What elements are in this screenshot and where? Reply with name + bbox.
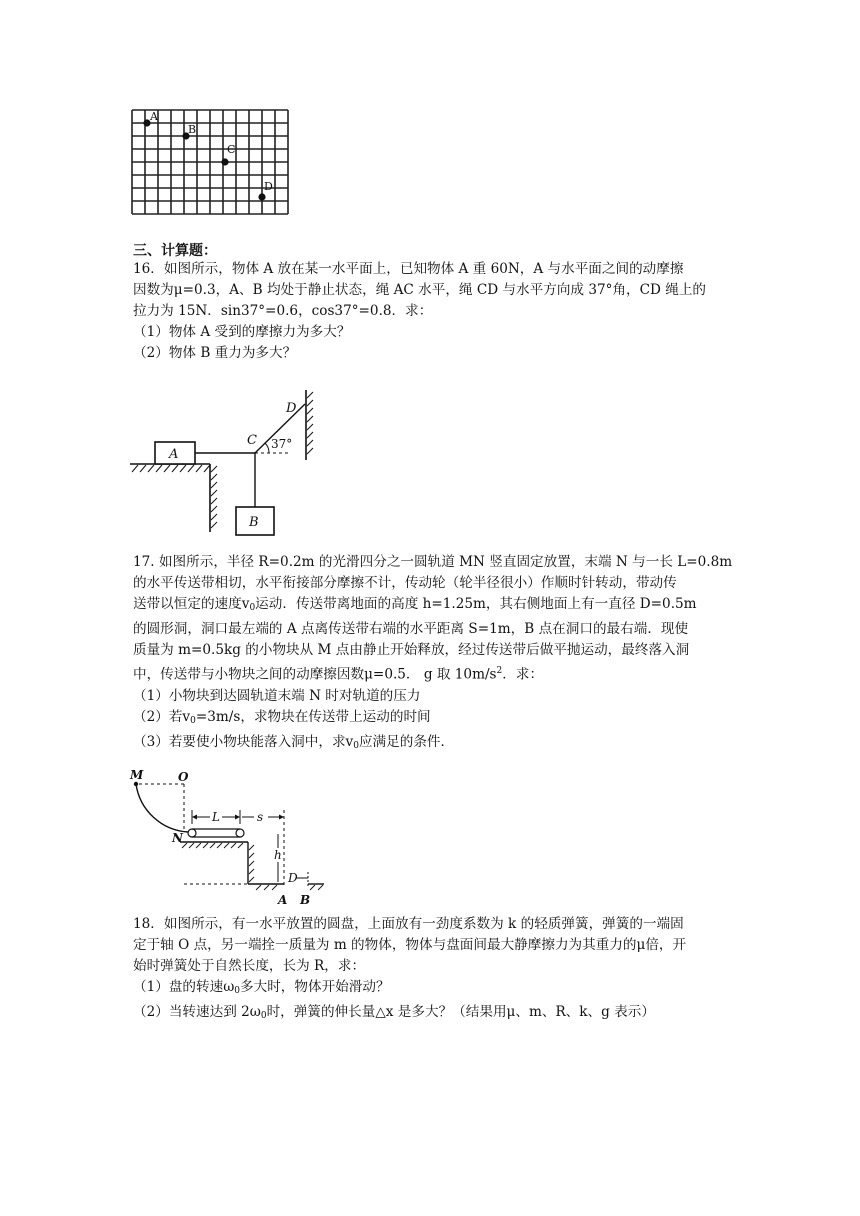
grid-label-b: B: [188, 123, 197, 136]
point-b-label: B: [300, 893, 311, 907]
block-b-label: B: [249, 515, 259, 530]
q17-part-3: （3）若要使小物块能落入洞中，求$v_0$应满足的条件．: [133, 733, 455, 751]
q18-part-1: （1）盘的转速$\omega_0$多大时，物体开始滑动？: [133, 979, 390, 996]
q16-line-2: 因数为μ=0.3，A、B 均处于静止状态，绳 AC 水平，绳 CD 与水平方向成 37°角，CD 绳上的: [133, 282, 707, 298]
point-n-label: N: [172, 831, 183, 845]
grid-figure: [128, 106, 298, 218]
right-pulley: [236, 829, 244, 837]
grid-label-d: D: [264, 180, 273, 193]
block-a-label: A: [169, 447, 179, 462]
section-title: 三、计算题：: [133, 243, 217, 259]
height-h-label: h: [274, 848, 282, 862]
point-d: [258, 193, 265, 200]
point-a-label: A: [278, 893, 288, 907]
grid-label-c: C: [227, 143, 236, 156]
q16-part-1: （1）物体 A 受到的摩擦力为多大？: [133, 324, 351, 340]
distance-s-label: s: [257, 810, 264, 824]
q16-text: [133, 259, 733, 364]
q16-line-3: 拉力为 15N．sin37°=0.6，cos37°=0.8．求：: [133, 303, 433, 319]
point-m-label: M: [130, 768, 144, 782]
q17-part-2: （2）若$v_0=3m/s$，求物块在传送带上运动的时间: [133, 708, 431, 726]
point-d-label: D: [286, 401, 297, 416]
diameter-d-label: D: [288, 871, 298, 885]
angle-label: 37°: [271, 437, 293, 451]
q18-line-1: 18．如图所示，有一水平放置的圆盘，上面放有一劲度系数为 k 的轻质弹簧，弹簧的一端固: [133, 916, 684, 932]
length-l-label: L: [212, 810, 220, 824]
point-c-label: C: [247, 433, 257, 448]
q17-text: [133, 552, 733, 757]
q18-part-2: （2）当转速达到 $2\omega_0$时，弹簧的伸长量△x 是多大？（结果用μ、m、R、k、g 表示）: [133, 1004, 655, 1021]
q17-line-4: 的圆形洞，洞口最左端的 A 点离传送带右端的水平距离 S=1m，B 点在洞口的最右端．现使: [133, 621, 689, 637]
grid-label-a: A: [150, 110, 158, 123]
q18-line-3: 始时弹簧处于自然长度，长为 R，求：: [133, 958, 366, 974]
point-c: [221, 158, 228, 165]
q17-part-1: （1）小物块到达圆轨道末端 N 时对轨道的压力: [133, 687, 421, 704]
left-pulley: [188, 829, 196, 837]
q18-line-2: 定于轴 O 点，另一端拴一质量为 m 的物体，物体与盘面间最大静摩擦力为其重力的μ倍，开: [133, 937, 687, 953]
q16-line-1: 16．如图所示，物体 A 放在某一水平面上，已知物体 A 重 60N，A 与水平面之间的动摩擦: [133, 261, 684, 277]
q16-part-2: （2）物体 B 重力为多大？: [133, 345, 297, 361]
q17-line-2: 的水平传送带相切，水平衔接部分摩擦不计，传动轮（轮半径很小）作顺时针转动，带动传: [133, 575, 677, 591]
q18-text: [133, 914, 733, 1027]
q17-figure: [128, 764, 328, 908]
q17-line-5: 质量为 m=0.5kg 的小物块从 M 点由静止开始释放，经过传送带后做平抛运动，最终落入洞: [133, 642, 690, 658]
q17-line-3: 送带以恒定的速度$v_0$运动．传送带离地面的高度 h=1.25m，其右侧地面上有一直径 D=0.5m: [133, 596, 697, 613]
point-o-label: O: [178, 770, 189, 784]
q16-figure: [128, 372, 328, 540]
q17-line-6: 中，传送带与小物块之间的动摩擦因数μ=0.5． g 取 $10m/s^2$．求：: [133, 666, 544, 683]
q17-line-1: 17. 如图所示，半径 R=0.2m 的光滑四分之一圆轨道 MN 竖直固定放置，末端 N 与一长 L=0.8m: [133, 554, 733, 570]
